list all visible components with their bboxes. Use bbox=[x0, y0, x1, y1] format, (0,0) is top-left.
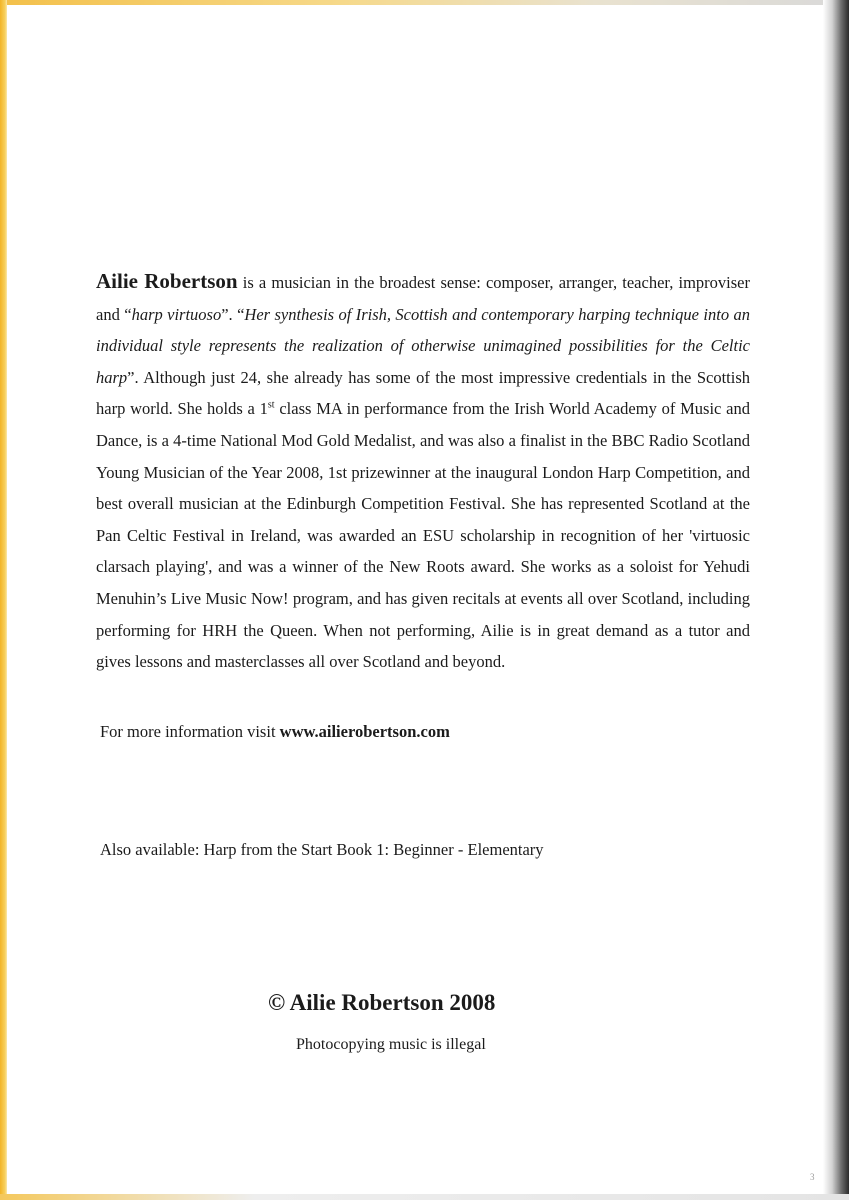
bio-text-2: ”. “ bbox=[221, 304, 245, 324]
page-edge-right bbox=[823, 0, 849, 1200]
photocopy-notice: Photocopying music is illegal bbox=[296, 1036, 486, 1053]
bio-text-4: class MA in performance from the Irish World Academy of Music and Dance, is a 4-time National Mod Gold Medalist, and was also a finalist in the BBC Radio Scotland Young Musician of the Year 2008, 1st prizewinner at the inaugural London Harp Competition, and best overall musician at the Edinburgh Competition Festival. She has represented Scotland at the Pan Celtic Festival in Ireland, was awarded an ESU scholarship in recognition of her 'virtuosic clarsach playing', and was a winner of the New Roots award. She works as a soloist for Yehudi Menuhin’s Live Music Now! program, and has given recitals at events all over Scotland, including performing for HRH the Queen. When not performing, Ailie is in great demand as a tutor and gives lessons and masterclasses all over Scotland and beyond. bbox=[96, 399, 750, 672]
bio-paragraph bbox=[96, 266, 750, 678]
bio-name: Ailie Robertson bbox=[96, 269, 238, 293]
page-mark: 3 bbox=[810, 1172, 815, 1182]
page-edge-top bbox=[0, 0, 849, 5]
bio-quote-virtuoso: harp virtuoso bbox=[131, 304, 222, 324]
also-available-line: Also available: Harp from the Start Book 1: Beginner - Elementary bbox=[100, 840, 544, 859]
more-info-line bbox=[100, 722, 450, 742]
more-info-prefix: For more information visit bbox=[100, 722, 280, 741]
page-edge-bottom bbox=[0, 1194, 849, 1200]
website-link[interactable]: www.ailierobertson.com bbox=[279, 722, 450, 741]
bio-superscript: st bbox=[267, 399, 275, 411]
bio-text-1: is a musician in the broadest sense: composer, arranger, teacher, improviser and “ bbox=[96, 273, 751, 324]
page-edge-left bbox=[0, 0, 7, 1200]
copyright-heading: © Ailie Robertson 2008 bbox=[268, 990, 496, 1015]
bio-text-3: ”. Although just 24, she already has some of the most impressive credentials in the Scottish harp world. She holds a 1 bbox=[96, 367, 750, 419]
bio-quote-synthesis: Her synthesis of Irish, Scottish and contemporary harping technique into an individual style represents the realization of otherwise unimagined possibilities for the Celtic harp bbox=[96, 304, 750, 387]
